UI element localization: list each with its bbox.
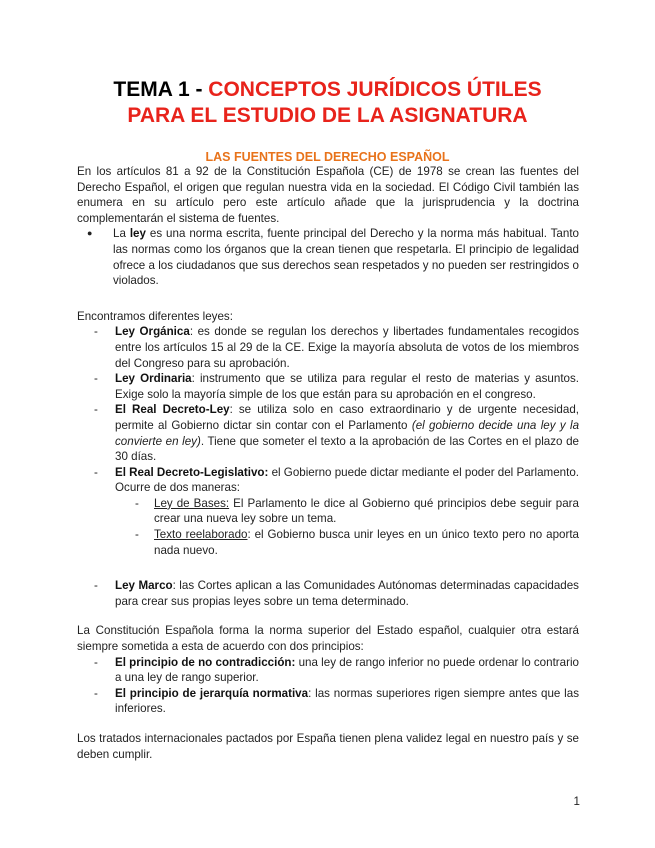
page-title: [60, 77, 595, 129]
ley-de-bases-text: El Parlamento le dice al Gobierno qué principios debe seguir para crear una nueva ley sobre un tema.: [154, 496, 579, 526]
list-item-decreto-legislativo: [77, 465, 579, 496]
ley-organica-term: Ley Orgánica: [115, 325, 190, 339]
decreto-ley-term: El Real Decreto-Ley: [115, 403, 230, 417]
no-contradiccion-term: El principio de no contradicción:: [115, 655, 296, 669]
dash-marker: -: [94, 579, 98, 593]
section-heading: LAS FUENTES DEL DERECHO ESPAÑOL: [205, 150, 450, 164]
dash-marker: -: [94, 686, 98, 700]
no-contradiccion-text: una ley de rango inferior no puede ordenar lo contrario a una ley de rango superior.: [115, 655, 579, 685]
principios-list: [77, 655, 579, 717]
decreto-ley-text-before: : se utiliza solo en caso extraordinario y de urgente necesidad, permite al Gobierno dictar sin contar con el Parlamento: [115, 403, 579, 432]
decreto-legislativo-text: el Gobierno puede dictar mediante el poder del Parlamento. Ocurre de dos maneras:: [115, 465, 579, 495]
title-prefix: TEMA 1 -: [113, 78, 209, 101]
intro-paragraph: En los artículos 81 a 92 de la Constitución Española (CE) de 1978 se crean las fuentes del Derecho Español, el origen que regulan nuestra vida en la sociedad. El Código Civil también las enumera en su artículo pero este artículo añade que la jurisprudencia y la doctrina complementarán el sistema de fuentes.: [77, 165, 579, 225]
list-item-ley-ordinaria: [77, 371, 579, 402]
leyes-intro: Encontramos diferentes leyes:: [77, 309, 233, 323]
list-item-no-contradiccion: [77, 655, 579, 686]
ley-pre: La: [113, 227, 130, 241]
constitucion-paragraph: La Constitución Española forma la norma superior del Estado español, cualquier otra estará siempre sometida a esta de acuerdo con dos principios:: [77, 624, 579, 654]
ley-marco-text: : las Cortes aplican a las Comunidades Autónomas determinadas capacidades para crear sus propias leyes sobre un tema determinado.: [115, 579, 579, 608]
ley-ordinaria-term: Ley Ordinaria: [115, 372, 192, 386]
ley-term: ley: [129, 227, 146, 241]
dash-marker: -: [135, 528, 139, 542]
list-item-ley-marco: [77, 578, 579, 609]
decreto-legislativo-sublist: [77, 496, 579, 558]
list-item-ley-organica: [77, 324, 579, 371]
list-item-ley-de-bases: [77, 496, 579, 527]
list-item-decreto-ley: [77, 402, 579, 464]
title-line1: CONCEPTOS JURÍDICOS ÚTILES: [208, 78, 542, 101]
decreto-legislativo-term: El Real Decreto-Legislativo:: [115, 465, 269, 479]
ley-marco-list: [77, 578, 579, 609]
ley-de-bases-term: Ley de Bases:: [154, 496, 230, 510]
dash-marker: -: [94, 325, 98, 339]
jerarquia-term: El principio de jerarquía normativa: [115, 686, 309, 700]
document-body: [77, 164, 579, 762]
list-item-jerarquia: [77, 686, 579, 717]
dash-marker: -: [94, 465, 98, 479]
dash-marker: -: [94, 372, 98, 386]
bullet-icon: ●: [87, 228, 93, 239]
ley-marco-term: Ley Marco: [115, 579, 173, 593]
ley-bullet-list: [77, 226, 579, 288]
list-item-texto-reelaborado: [77, 527, 579, 558]
dash-marker: -: [94, 655, 98, 669]
ley-bullet-item: [77, 226, 579, 288]
page-number: 1: [573, 795, 580, 808]
dash-marker: -: [135, 496, 139, 510]
ley-organica-text: : es donde se regulan los derechos y libertades fundamentales recogidos entre los artículos 15 al 29 de la CE. Exige la mayoría absoluta de votos de los miembros del Congreso para su aprobación.: [115, 325, 579, 370]
jerarquia-text: : las normas superiores rigen siempre antes que las inferiores.: [115, 686, 579, 716]
dash-marker: -: [94, 403, 98, 417]
leyes-list: [77, 324, 579, 496]
ley-text: es una norma escrita, fuente principal del Derecho y la norma más habitual. Tanto las normas como los órganos que la crean tienen que respetarla. El principio de legalidad ofrece a los ciudadanos que sus derechos sean respetados y no pueden ser restringidos o violados.: [113, 227, 579, 288]
texto-reelaborado-term: Texto reelaborado: [154, 528, 248, 542]
decreto-ley-italic: (el gobierno decide una ley y la convierte en ley): [115, 418, 580, 448]
decreto-ley-text-after: . Tiene que someter el texto a la aprobación de las Cortes en el plazo de 30 días.: [115, 434, 579, 464]
texto-reelaborado-text: : el Gobierno busca unir leyes en un único texto pero no aporta nada nuevo.: [154, 528, 580, 557]
ley-ordinaria-text: : instrumento que se utiliza para regular el resto de materias y asuntos. Exige solo la mayoría simple de los que están para su aprobación en el congreso.: [115, 372, 580, 401]
tratados-paragraph: Los tratados internacionales pactados por España tienen plena validez legal en nuestro país y se deben cumplir.: [77, 732, 579, 761]
title-line2: PARA EL ESTUDIO DE LA ASIGNATURA: [127, 104, 528, 127]
